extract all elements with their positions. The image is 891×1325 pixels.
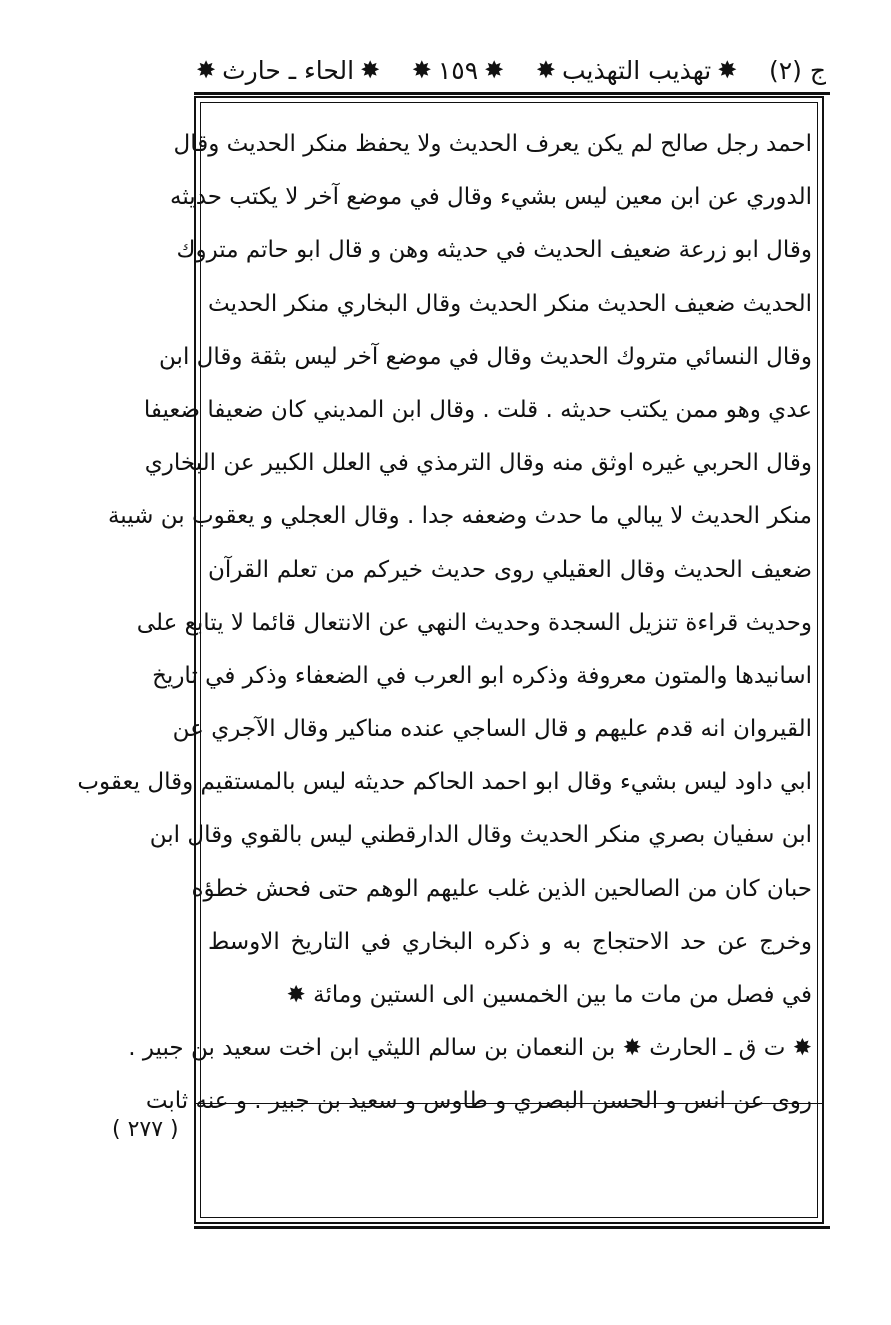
text-line: القيروان انه قدم عليهم و قال الساجي عنده مناكير وقال الآجري عن	[172, 716, 812, 743]
text-line: عدي وهو ممن يكتب حديثه . قلت . وقال ابن المديني كان ضعيفا ضعيفا	[143, 396, 812, 423]
ornament-icon: ✸	[411, 56, 432, 84]
text-line: ابي داود ليس بشيء وقال ابو احمد الحاكم حديثه ليس بالمستقيم وقال يعقوب	[77, 769, 812, 796]
page-number: ١٥٩	[437, 55, 479, 85]
book-title-group	[536, 56, 738, 85]
section-label: الحاء ـ حارث	[222, 55, 355, 85]
ornament-icon: ✸	[360, 56, 381, 84]
text-line: وقال النسائي متروك الحديث وقال في موضع آخر ليس بثقة وقال ابن	[159, 343, 812, 370]
text-line: ابن سفيان بصري منكر الحديث وقال الدارقطني ليس بالقوي وقال ابن	[149, 822, 812, 849]
text-line: وقال الحربي غيره اوثق منه وقال الترمذي في العلل الكبير عن البخاري	[144, 450, 812, 477]
book-title: تهذيب التهذيب	[561, 55, 712, 85]
entry-number: ( ٢٧٧ )	[112, 1117, 179, 1142]
ornament-icon: ✸	[535, 56, 556, 84]
page-header	[196, 48, 826, 92]
volume-label: ج (٢)	[768, 55, 826, 85]
header-rule	[194, 92, 830, 95]
footer-rule	[194, 1226, 830, 1229]
ornament-icon: ✸	[484, 56, 505, 84]
text-line: روى عن انس و الحسن البصري و طاوس و سعيد بن جبير . و عنه ثابت	[145, 1088, 812, 1115]
text-line: وقال ابو زرعة ضعيف الحديث في حديثه وهن و قال ابو حاتم متروك	[176, 237, 812, 264]
body-text	[77, 118, 812, 1129]
text-line: وخرج عن حد الاحتجاج به و ذكره البخاري في التاريخ الاوسط	[208, 928, 812, 955]
text-line: الحديث ضعيف الحديث منكر الحديث وقال البخاري منكر الحديث	[208, 290, 812, 317]
text-line: اسانيدها والمتون معروفة وذكره ابو العرب في الضعفاء وذكر في تاريخ	[152, 662, 812, 689]
text-line: حبان كان من الصالحين الذين غلب عليهم الوهم حتى فحش خطؤه	[191, 875, 812, 902]
ornament-icon: ✸	[717, 56, 738, 84]
entry-heading-line: ✸ ت ق ـ الحارث ✸ بن النعمان بن سالم الليثي ابن اخت سعيد بن جبير .	[128, 1035, 812, 1062]
text-line: منكر الحديث لا يبالي ما حدث وضعفه جدا . وقال العجلي و يعقوب بن شيبة	[107, 503, 812, 530]
text-line: الدوري عن ابن معين ليس بشيء وقال في موضع آخر لا يكتب حديثه	[170, 184, 812, 211]
page-number-group	[412, 56, 505, 85]
text-line: وحديث قراءة تنزيل السجدة وحديث النهي عن الانتعال قائما لا يتابع على	[136, 609, 812, 636]
text-line: ضعيف الحديث وقال العقيلي روى حديث خيركم من تعلم القرآن	[208, 556, 812, 583]
text-line: في فصل من مات ما بين الخمسين الى الستين ومائة ✸	[286, 982, 812, 1008]
ornament-icon: ✸	[196, 56, 217, 84]
section-group	[196, 56, 380, 85]
text-line: احمد رجل صالح لم يكن يعرف الحديث ولا يحفظ منكر الحديث وقال	[173, 131, 812, 157]
